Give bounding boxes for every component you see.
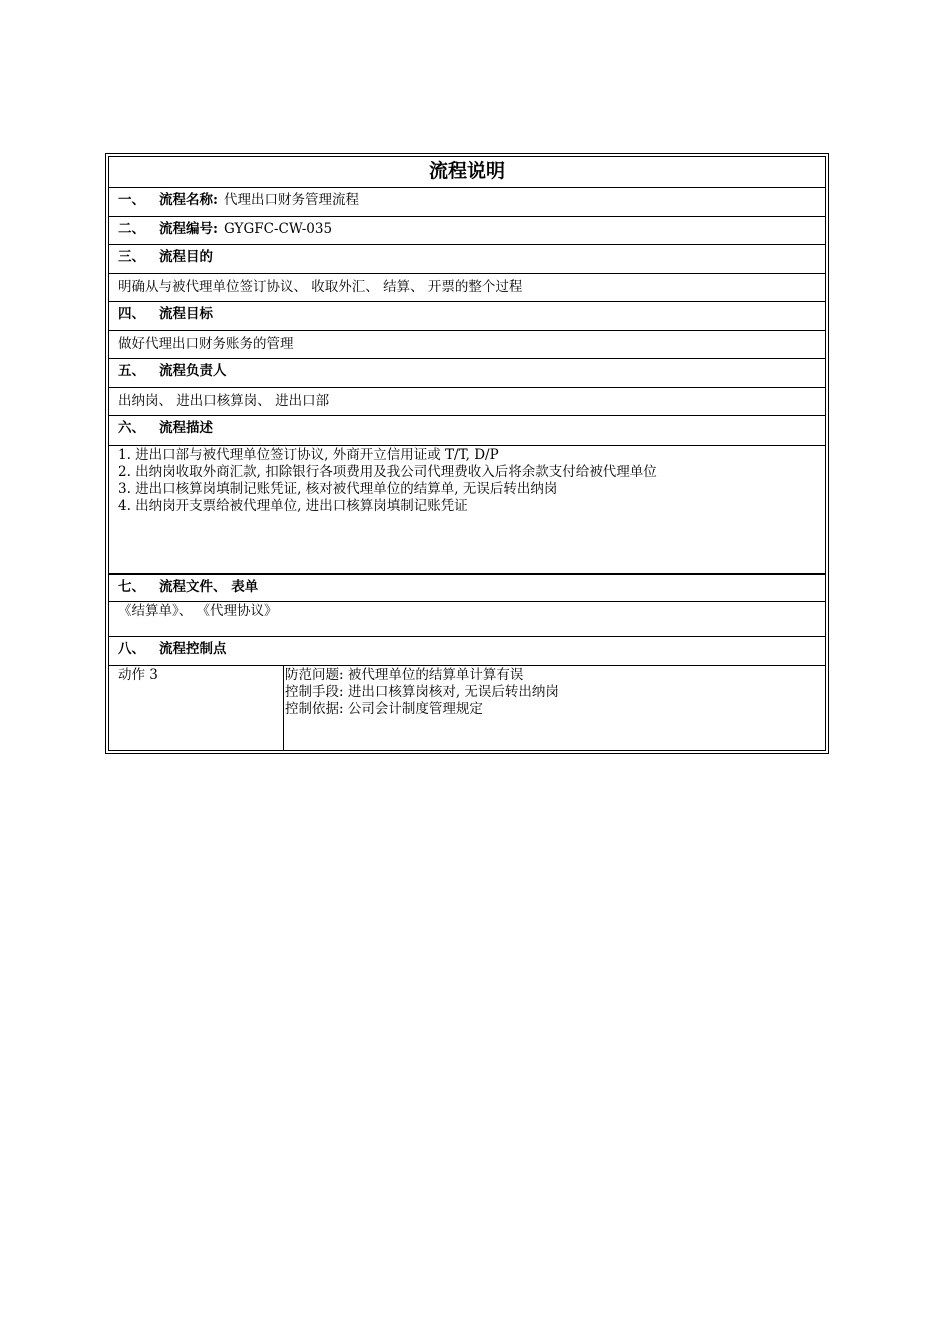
control-method: 控制手段: 进出口核算岗核对, 无误后转出纳岗 (285, 684, 559, 700)
section-2-label: 流程编号: (159, 221, 218, 237)
section-5-number: 五、 (118, 363, 145, 379)
section-4-label: 流程目标 (159, 306, 213, 322)
control-details (275, 666, 825, 718)
section-7-number: 七、 (118, 579, 145, 595)
process-table (105, 153, 829, 754)
section-1-number: 一、 (118, 192, 145, 208)
section-8-number: 八、 (118, 641, 145, 657)
description-item: 1. 进出口部与被代理单位签订协议, 外商开立信用证或 T/T, D/P (118, 447, 499, 463)
control-risk: 防范问题: 被代理单位的结算单计算有误 (285, 667, 524, 683)
section-1-label: 流程名称: (159, 192, 218, 208)
process-table-inner (108, 156, 826, 751)
process-documents: 《结算单》、 《代理协议》 (109, 602, 825, 637)
section-2-header (109, 217, 825, 245)
page-title: 流程说明 (109, 157, 825, 188)
section-2-number: 二、 (118, 221, 145, 237)
section-1-header (109, 188, 825, 217)
section-3-number: 三、 (118, 249, 145, 265)
process-owner: 出纳岗、 进出口核算岗、 进出口部 (109, 388, 825, 416)
control-basis: 控制依据: 公司会计制度管理规定 (285, 701, 483, 717)
description-item: 3. 进出口核算岗填制记账凭证, 核对被代理单位的结算单, 无误后转出纳岗 (118, 481, 558, 497)
process-description (109, 446, 825, 574)
section-4-header (109, 302, 825, 331)
process-goal: 做好代理出口财务账务的管理 (109, 331, 825, 359)
description-item: 2. 出纳岗收取外商汇款, 扣除银行各项费用及我公司代理费收入后将余款支付给被代理单位 (118, 464, 657, 480)
section-8-header (109, 637, 825, 666)
section-6-number: 六、 (118, 420, 145, 436)
process-name-value: 代理出口财务管理流程 (223, 192, 359, 208)
control-point-table (109, 666, 825, 750)
section-6-header (109, 416, 825, 446)
control-action: 动作 3 (109, 666, 284, 750)
section-5-header (109, 359, 825, 388)
process-code-value: GYGFC-CW-035 (223, 221, 333, 237)
section-3-label: 流程目的 (159, 249, 213, 265)
section-3-header (109, 245, 825, 274)
section-5-label: 流程负责人 (159, 363, 227, 379)
section-8-label: 流程控制点 (159, 641, 227, 657)
section-7-header (109, 574, 825, 602)
section-7-label: 流程文件、 表单 (159, 579, 259, 595)
process-purpose: 明确从与被代理单位签订协议、 收取外汇、 结算、 开票的整个过程 (109, 274, 825, 302)
section-4-number: 四、 (118, 306, 145, 322)
section-6-label: 流程描述 (159, 420, 213, 436)
description-item: 4. 出纳岗开支票给被代理单位, 进出口核算岗填制记账凭证 (118, 498, 468, 514)
